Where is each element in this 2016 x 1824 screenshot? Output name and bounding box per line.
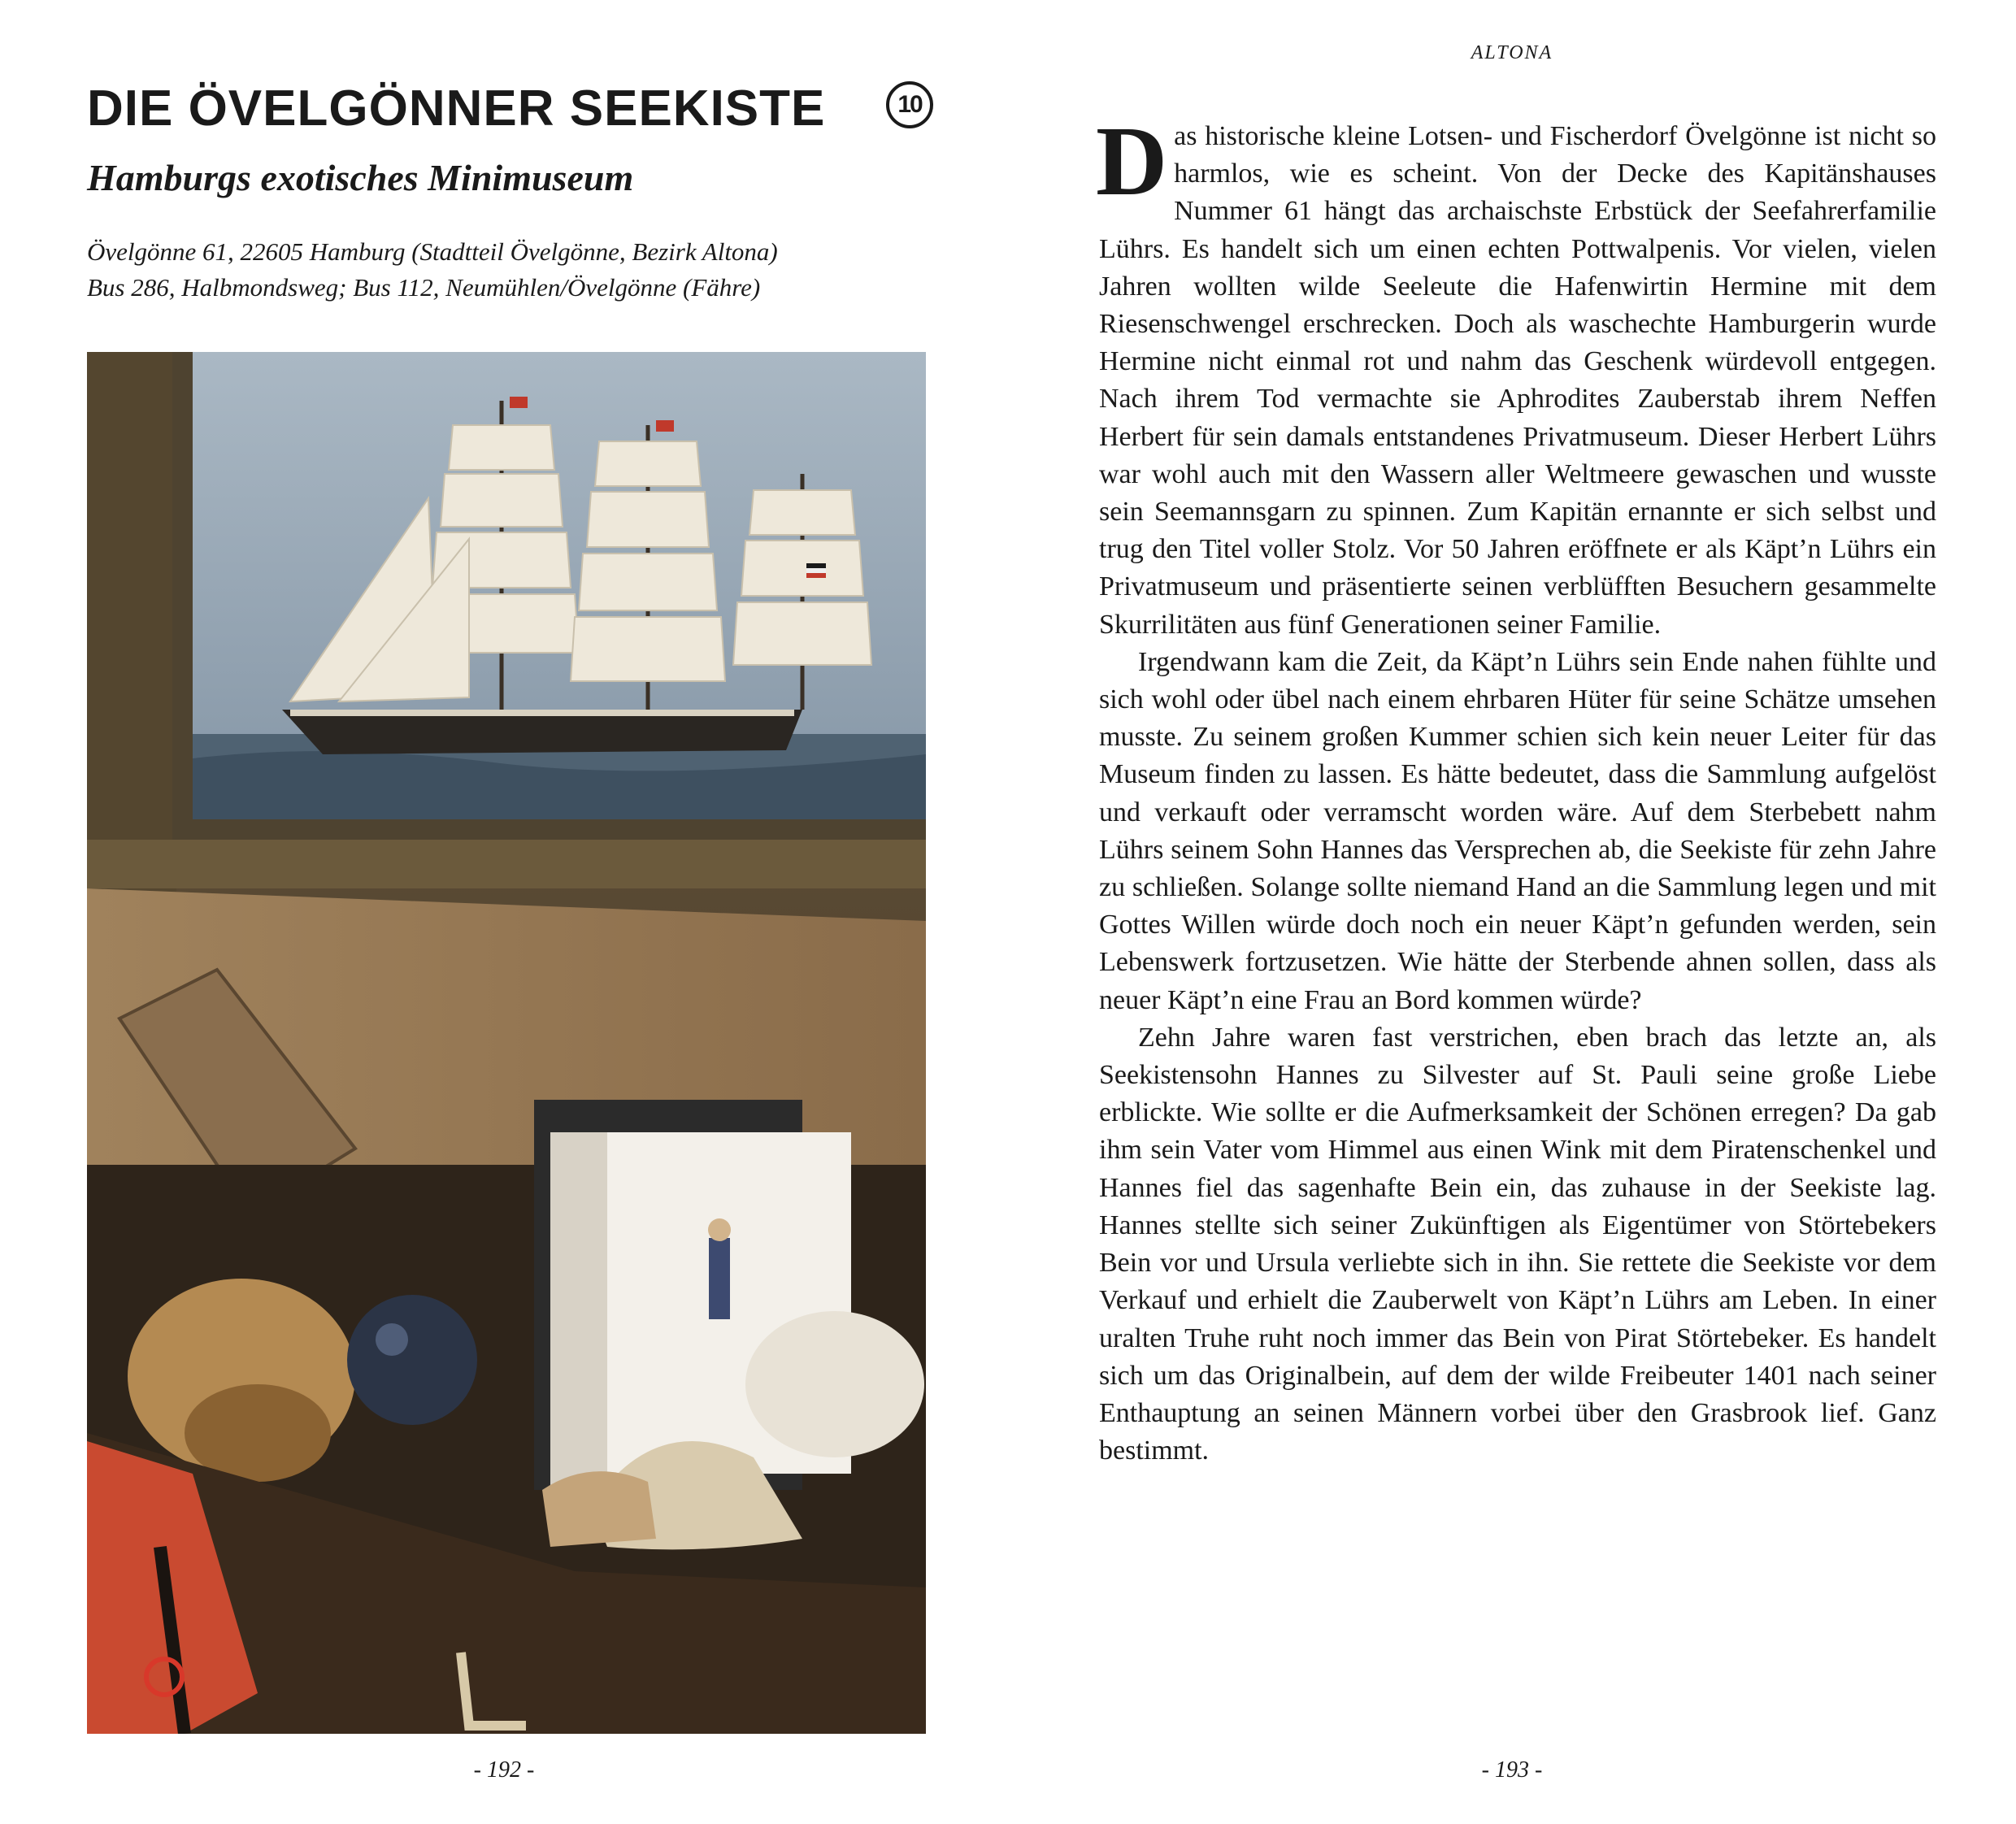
page-number-left: - 192 - xyxy=(473,1757,535,1783)
running-head: ALTONA xyxy=(1471,42,1553,63)
paragraph-1 xyxy=(1096,106,1936,644)
museum-photo xyxy=(87,352,926,1734)
paragraph-2: Irgendwann kam die Zeit, da Käpt’n Lührs sein Ende nahen fühlte und sich wohl oder übel nach einem ehrbaren Hüter für seine Schätze umsehen musste. Zu seinem großen Kummer schien sich kein neuer Leiter für das Museum finden zu lassen. Es hätte bedeutet, dass die Sammlung aufgelöst und verkauft oder verramscht worden wäre. Auf dem Sterbebett nahm Lührs seinem Sohn Hannes das Versprechen ab, die Seekiste für zehn Jahre zu schließen. Solange sollte niemand Hand an die Sammlung legen und mit Gottes Willen würde doch noch ein neuer Käpt’n gefunden werden, sein Lebenswerk fortzusetzen. Wie hätte der Sterbende ahnen sollen, dass als neuer Käpt’n eine Frau an Bord kommen würde? xyxy=(1099,646,1936,1015)
drop-cap: D xyxy=(1096,106,1168,216)
sea-chest-illustration xyxy=(87,352,926,1734)
transit-line: Bus 286, Halbmondsweg; Bus 112, Neumühlen/Övelgönne (Fähre) xyxy=(87,273,761,302)
paragraph-1-text: as historische kleine Lotsen- und Fischerdorf Övelgönne ist nicht so harmlos, wie es scheint. Von der Decke des Kapitänshauses Nummer 61 hängt das archaischste Erbstück der Seefahrerfamilie Lührs. Es handelt sich um einen echten Pottwalpenis. Vor vielen, vielen Jahren wollten wilde Seeleute die Hafenwirtin Hermine mit dem Riesenschwengel erschrecken. Doch als waschechte Hamburgerin wurde Hermine nicht einmal rot und nahm das Geschenk würdevoll entgegen. Nach ihrem Tod vermachte sie Aphrodites Zauberstab ihrem Neffen Herbert für sein damals entstandenes Privatmuseum. Dieser Herbert Lührs war wohl auch mit den Wassern aller Weltmeere gewaschen und wusste sein Seemannsgarn zu spinnen. Zum Kapitän ernannte er sich selbst und trug den Titel voller Stolz. Vor 50 Jahren eröffnete er als Käpt’n Lührs ein Privatmuseum und präsentierte seinen verblüfften Besuchern gesammelte Skurrilitäten aus fünf Generationen seiner Familie. xyxy=(1099,121,1936,640)
page-subtitle: Hamburgs exotisches Minimuseum xyxy=(87,157,634,198)
address-line: Övelgönne 61, 22605 Hamburg (Stadtteil Övelgönne, Bezirk Altona) xyxy=(87,237,778,266)
page-title: DIE ÖVELGÖNNER SEEKISTE xyxy=(87,80,826,137)
right-page xyxy=(1008,0,2016,1824)
page-number-right: - 193 - xyxy=(1481,1757,1543,1783)
paragraph-3: Zehn Jahre waren fast verstrichen, eben brach das letzte an, als Seekistensohn Hannes zu Silvester auf St. Pauli seine große Liebe erblickte. Wie sollte er die Aufmerksamkeit der Schönen erregen? Da gab ihm sein Vater vom Himmel aus einen Wink mit dem Piratenschenkel und Hannes fiel das sagenhafte Bein ein, das zuhause in der Seekiste lag. Hannes stellte sich seiner Zukünftigen als Eigentümer von Störtebekers Bein vor und Ursula verliebte sich in ihn. Sie rettete die Seekiste vor dem Verkauf und erhielt die Zauberwelt von Käpt’n Lührs am Leben. In einer uralten Truhe ruht noch immer das Bein von Pirat Störtebeker. Es handelt sich um das Originalbein, auf dem der wilde Freibeuter 1401 nach seiner Enthauptung an seinen Männern vorbei über den Grasbrook lief. Ganz bestimmt. xyxy=(1099,1022,1936,1466)
article-body xyxy=(1096,106,1936,1470)
address-block xyxy=(87,234,778,306)
entry-number-badge: 10 xyxy=(886,81,933,128)
